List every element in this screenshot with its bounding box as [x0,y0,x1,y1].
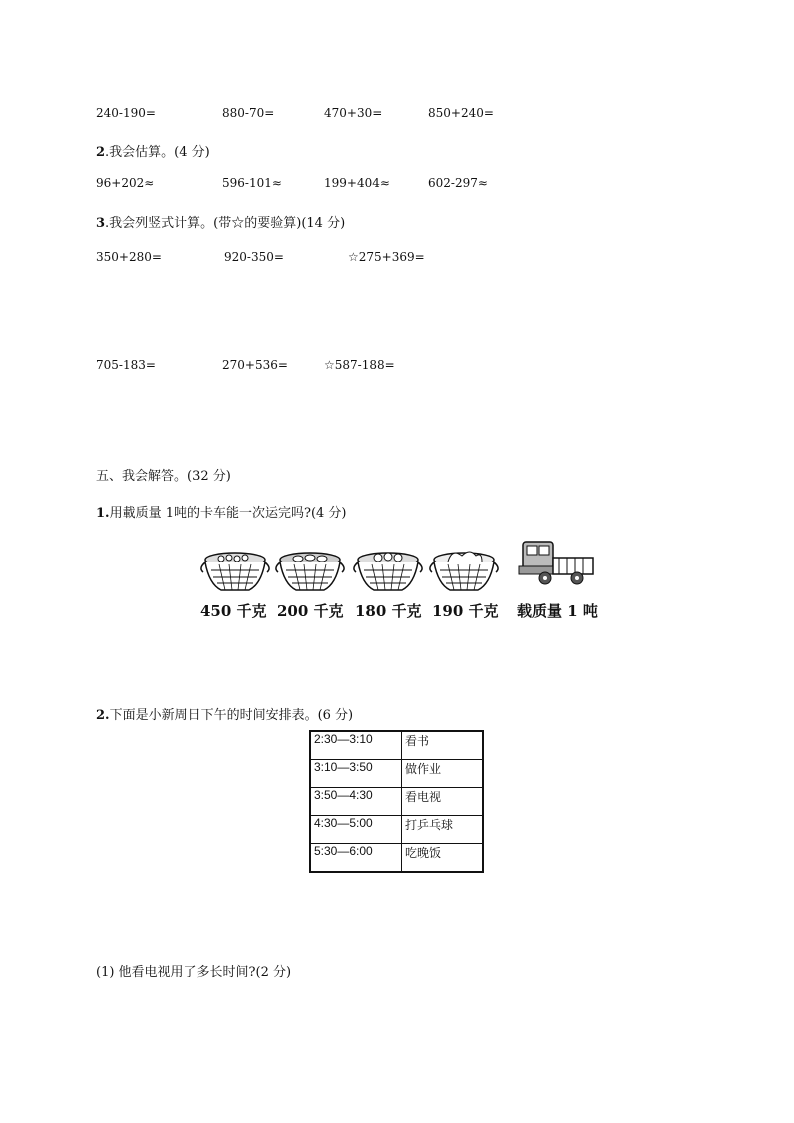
basket-icon [197,550,273,594]
vertical-calc-item: ☆587-188= [324,358,395,372]
problem-number: 1. [96,506,110,521]
table-row [310,816,483,844]
time-cell: 4:30—5:00 [310,816,402,844]
problem-number: 2. [96,708,110,723]
calc-item: 880-70= [222,106,275,120]
problem-1-heading [96,502,347,521]
table-row [310,788,483,816]
calc-item: 240-190= [96,106,156,120]
vertical-calc-item: ☆275+369= [348,250,425,264]
question-text: .我会估算。(4 分) [105,145,210,160]
basket-icon [350,550,426,594]
estimate-item: 602-297≈ [428,176,488,190]
problem-text: 下面是小新周日下午的时间安排表。(6 分) [109,708,354,723]
weight-label: 200 千克 [277,602,344,620]
vertical-calc-item: 920-350= [224,250,284,264]
activity-cell: 做作业 [402,760,484,788]
table-row [310,760,483,788]
problem-2-heading [96,704,353,723]
section-5-heading: 五、我会解答。(32 分) [96,469,231,484]
basket-icon [426,550,502,594]
activity-cell: 看书 [402,731,484,760]
calc-item: 850+240= [428,106,494,120]
calc-item: 470+30= [324,106,383,120]
activity-cell: 打乒乓球 [402,816,484,844]
problem-text: 用載质量 1吨的卡车能一次运完吗?(4 分) [109,506,347,521]
basket-icon [272,550,348,594]
estimate-item: 199+404≈ [324,176,390,190]
vertical-calc-item: 350+280= [96,250,162,264]
table-row [310,731,483,760]
table-row [310,844,483,873]
time-cell: 3:10—3:50 [310,760,402,788]
estimate-item: 596-101≈ [222,176,282,190]
question-number: 2 [96,145,106,160]
schedule-table [309,730,484,873]
truck-capacity-label: 载质量 1 吨 [517,602,598,620]
question-2-heading [96,141,210,160]
estimate-item: 96+202≈ [96,176,155,190]
question-text: .我会列竖式计算。(带☆的要验算)(14 分) [105,216,346,231]
time-cell: 5:30—6:00 [310,844,402,873]
time-cell: 2:30—3:10 [310,731,402,760]
sub-question-1: (1) 他看电视用了多长时间?(2 分) [96,965,292,980]
activity-cell: 吃晚饭 [402,844,484,873]
truck-icon [515,538,597,588]
activity-cell: 看电视 [402,788,484,816]
vertical-calc-item: 705-183= [96,358,156,372]
vertical-calc-item: 270+536= [222,358,288,372]
question-3-heading [96,212,345,231]
question-number: 3 [96,216,106,231]
weight-label: 450 千克 [200,602,267,620]
weight-label: 190 千克 [432,602,499,620]
time-cell: 3:50—4:30 [310,788,402,816]
weight-label: 180 千克 [355,602,422,620]
